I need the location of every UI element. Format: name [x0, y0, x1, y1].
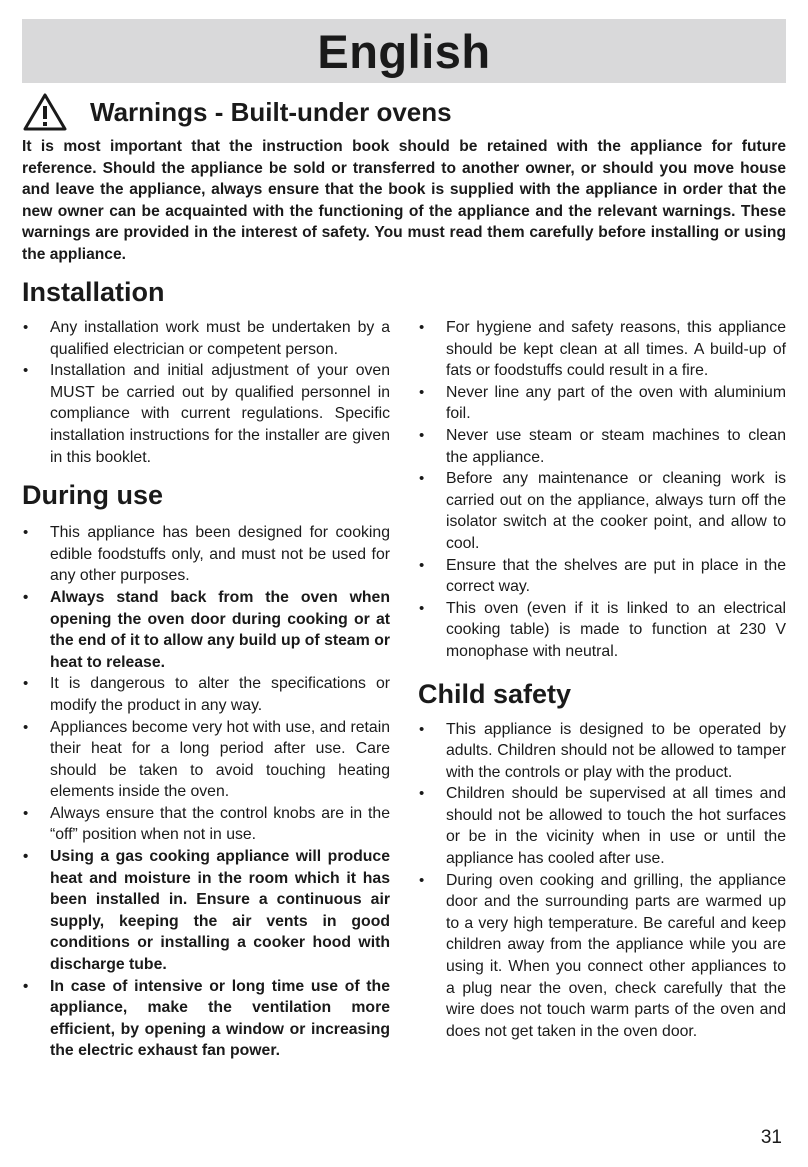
maintenance-item: • For hygiene and safety reasons, this appliance should be kept clean at all times. A build-up of fats or foodstuffs could result in a fire.	[418, 317, 786, 382]
during-use-item: • Appliances become very hot with use, and retain their heat for a long period after use. Care should be taken to avoid touching heating elements inside the oven.	[22, 717, 390, 803]
warnings-title: Warnings - Built-under ovens	[90, 96, 452, 127]
warning-triangle-icon	[22, 92, 68, 132]
during-use-list	[22, 522, 390, 1062]
maintenance-item: • Never line any part of the oven with aluminium foil.	[418, 382, 786, 425]
warnings-intro: It is most important that the instruction book should be retained with the appliance for future reference. Should the appliance be sold or transferred to another owner, or should you move house and leave the appliance, always ensure that the book is supplied with the appliance in order that the new owner can be acquainted with the functioning of the appliance and the relevant warnings. These warnings are provided in the interest of safety. You must read them carefully before installing or using the appliance.	[22, 138, 786, 263]
maintenance-list	[418, 317, 786, 663]
during-use-item: • This appliance has been designed for cooking edible foodstuffs only, and must not be used for any other purposes.	[22, 522, 390, 587]
during-use-item: • Always ensure that the control knobs are in the “off” position when not in use.	[22, 803, 390, 846]
page-title: English	[317, 24, 491, 78]
installation-list	[22, 317, 390, 468]
right-column	[418, 317, 786, 1042]
during-use-item: • In case of intensive or long time use of the appliance, make the ventilation more efficient, by opening a window or increasing the electric exhaust fan power.	[22, 976, 390, 1062]
page-number: 31	[760, 1127, 782, 1148]
child-safety-section	[418, 677, 786, 1043]
child-safety-item: • During oven cooking and grilling, the appliance door and the surrounding parts are warmed up to a very high temperature. Be careful and keep children away from the appliance while you are using it. When you connect other appliances to a plug near the oven, check carefully that the wire does not touch warm parts of the oven and does not get taken in the oven door.	[418, 870, 786, 1043]
maintenance-item: • Ensure that the shelves are put in place in the correct way.	[418, 555, 786, 598]
language-banner	[22, 19, 786, 83]
during-use-section	[22, 478, 390, 1062]
installation-item: • Installation and initial adjustment of your oven MUST be carried out by qualified personnel in compliance with current regulations. Specific installation instructions for the installer are given in this booklet.	[22, 360, 390, 468]
during-use-item: • Using a gas cooking appliance will produce heat and moisture in the room which it has been installed in. Ensure a continuous air supply, keeping the air vents in good conditions or installing a cooker hood with discharge tube.	[22, 846, 390, 976]
child-safety-item: • Children should be supervised at all times and should not be allowed to touch the hot surfaces or be in the vicinity when in use or until the appliance has cooled after use.	[418, 783, 786, 869]
during-use-item: • It is dangerous to alter the specifications or modify the product in any way.	[22, 673, 390, 716]
installation-item: • Any installation work must be undertaken by a qualified electrician or competent person.	[22, 317, 390, 360]
child-safety-item: • This appliance is designed to be operated by adults. Children should not be allowed to tamper with the controls or play with the product.	[418, 719, 786, 784]
left-column	[22, 275, 390, 1062]
warnings-header	[22, 92, 786, 132]
installation-heading: Installation	[22, 277, 165, 307]
maintenance-item: • This oven (even if it is linked to an electrical cooking table) is made to function at 230 V monophase with neutral.	[418, 598, 786, 663]
installation-section	[22, 275, 390, 468]
child-safety-list	[418, 719, 786, 1043]
child-safety-heading: Child safety	[418, 678, 572, 709]
during-use-heading: During use	[22, 480, 164, 511]
during-use-item: • Always stand back from the oven when opening the oven door during cooking or at the end of it to allow any build up of steam or heat to release.	[22, 587, 390, 673]
maintenance-item: • Never use steam or steam machines to clean the appliance.	[418, 425, 786, 468]
maintenance-item: • Before any maintenance or cleaning work is carried out on the appliance, always turn off the isolator switch at the cooker point, and allow to cool.	[418, 468, 786, 554]
